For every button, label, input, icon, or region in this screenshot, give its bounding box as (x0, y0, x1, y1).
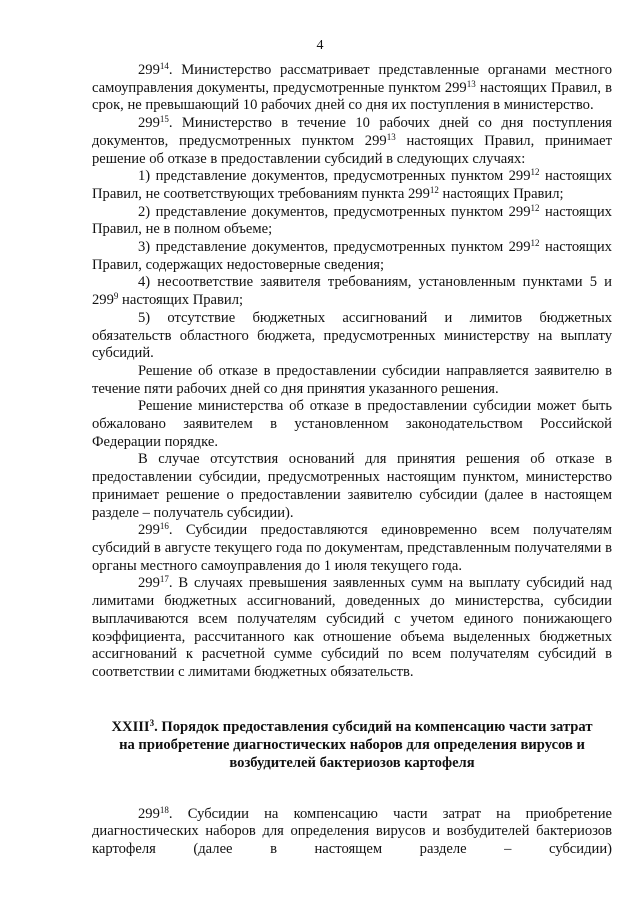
paragraph-pre: 4) несоответствие заявителя требованиям, установленным пунктами 5 и 299 (92, 274, 612, 309)
paragraph (92, 310, 612, 363)
paragraph-sup: 15 (159, 114, 169, 125)
paragraph-pre: 299 (138, 62, 160, 78)
paragraph (92, 115, 612, 168)
paragraph-sup: 14 (159, 61, 169, 71)
paragraph-pre: 299 (138, 115, 160, 132)
paragraph-text: настоящих Правил, не соответствующих требованиям пункта 299 (92, 168, 612, 202)
paragraph-text2: настоящих Правил, в срок, не превышающий 10 рабочих дней со дня их поступления в министерство. (92, 79, 612, 114)
section-heading-pre: XXIII (111, 718, 150, 735)
paragraph-pre: 2) представление документов, предусмотренных пунктом 299 (138, 203, 531, 220)
page-number: 4 (316, 38, 324, 53)
final-paragraph (92, 806, 612, 859)
paragraph-text: . Министерство в течение 10 рабочих дней со дня поступления документов, предусмотренных пунктом 299 (92, 115, 612, 149)
paragraph (92, 451, 612, 522)
paragraph-text: . В случаях превышения заявленных сумм на выплату субсидий над лимитами бюджетных ассигнований, доведенных до министерства, субсидии выплачиваются всем получателям субсидий с учетом единого понижающего коэффициента, рассчитанного как отношение объема выделенных бюджетных ассигнований к расчетной сумме субсидий по всем получателям субсидий в соответствии с лимитами бюджетных обязательств. (92, 575, 612, 680)
paragraph-text: настоящих Правил, содержащих недостоверные сведения; (92, 239, 612, 273)
paragraph (92, 575, 612, 681)
paragraph-sup: 9 (113, 291, 119, 302)
paragraph-list (92, 62, 612, 682)
paragraph-sup2: 13 (466, 78, 476, 89)
final-paragraph-text: . Субсидии на компенсацию части затрат на приобретение диагностических наборов для определения вирусов и возбудителей бактериозов картофеля (далее в настоящем разделе – субсидии) (92, 805, 612, 858)
paragraph-text: . Субсидии предоставляются единовременно всем получателям субсидий в августе текущего года по документам, представленным получателями в органы местного самоуправления до 1 июля текущего года. (92, 522, 612, 574)
final-paragraph-pre: 299 (138, 805, 160, 822)
paragraph (92, 274, 612, 309)
paragraph-pre: 299 (138, 522, 160, 539)
paragraph-sup: 12 (530, 167, 540, 178)
paragraph-pre: 5) отсутствие бюджетных ассигнований и лимитов бюджетных обязательств областного бюджета, предусмотренных министерству на выплату субсидий. (92, 309, 612, 362)
section-heading-sup: 3 (149, 717, 155, 728)
paragraph-pre: 1) представление документов, предусмотренных пунктом 299 (138, 168, 531, 185)
paragraph (92, 363, 612, 398)
paragraph (92, 398, 612, 451)
paragraph-text: настоящих Правил; (118, 292, 244, 309)
paragraph (92, 62, 612, 115)
paragraph (92, 522, 612, 575)
paragraph-pre: 3) представление документов, предусмотренных пунктом 299 (138, 239, 531, 256)
final-paragraph-sup: 18 (159, 804, 169, 815)
paragraph-pre: 299 (138, 575, 160, 592)
section-heading (92, 718, 612, 772)
paragraph-text: настоящих Правил, не в полном объеме; (92, 203, 612, 238)
paragraph-sup: 12 (530, 238, 540, 249)
paragraph-sup: 12 (530, 202, 540, 213)
paragraph-text: . Министерство рассматривает представленные органами местного самоуправления документы, предусмотренные пунктом 299 (92, 62, 612, 96)
paragraph-pre: Решение министерства об отказе в предоставлении субсидии может быть обжаловано заявителем в установленном законодательством Российской Федерации порядке. (92, 398, 612, 450)
paragraph-sup: 17 (159, 574, 169, 585)
paragraph (92, 168, 612, 203)
paragraph-pre: Решение об отказе в предоставлении субсидии направляется заявителю в течение пяти рабочих дней со дня принятия указанного решения. (92, 362, 612, 397)
paragraph-sup: 16 (159, 521, 169, 532)
paragraph (92, 239, 612, 274)
section-heading-text: . Порядок предоставления субсидий на компенсацию части затрат на приобретение диагностических наборов для определения вирусов и возбудителей бактериозов картофеля (119, 718, 593, 771)
paragraph-sup2: 12 (429, 184, 439, 195)
paragraph-text2: настоящих Правил, принимает решение об отказе в предоставлении субсидий в следующих случаях: (92, 132, 612, 167)
paragraph-text2: настоящих Правил; (438, 185, 564, 202)
paragraph-pre: В случае отсутствия оснований для принятия решения об отказе в предоставлении субсидии, предусмотренных настоящим пунктом, министерство принимает решение о предоставлении заявителю субсидии (далее в настоящем разделе – получатель субсидии). (92, 451, 612, 521)
paragraph (92, 204, 612, 239)
paragraph-sup2: 13 (386, 131, 396, 142)
document-body (92, 62, 612, 859)
